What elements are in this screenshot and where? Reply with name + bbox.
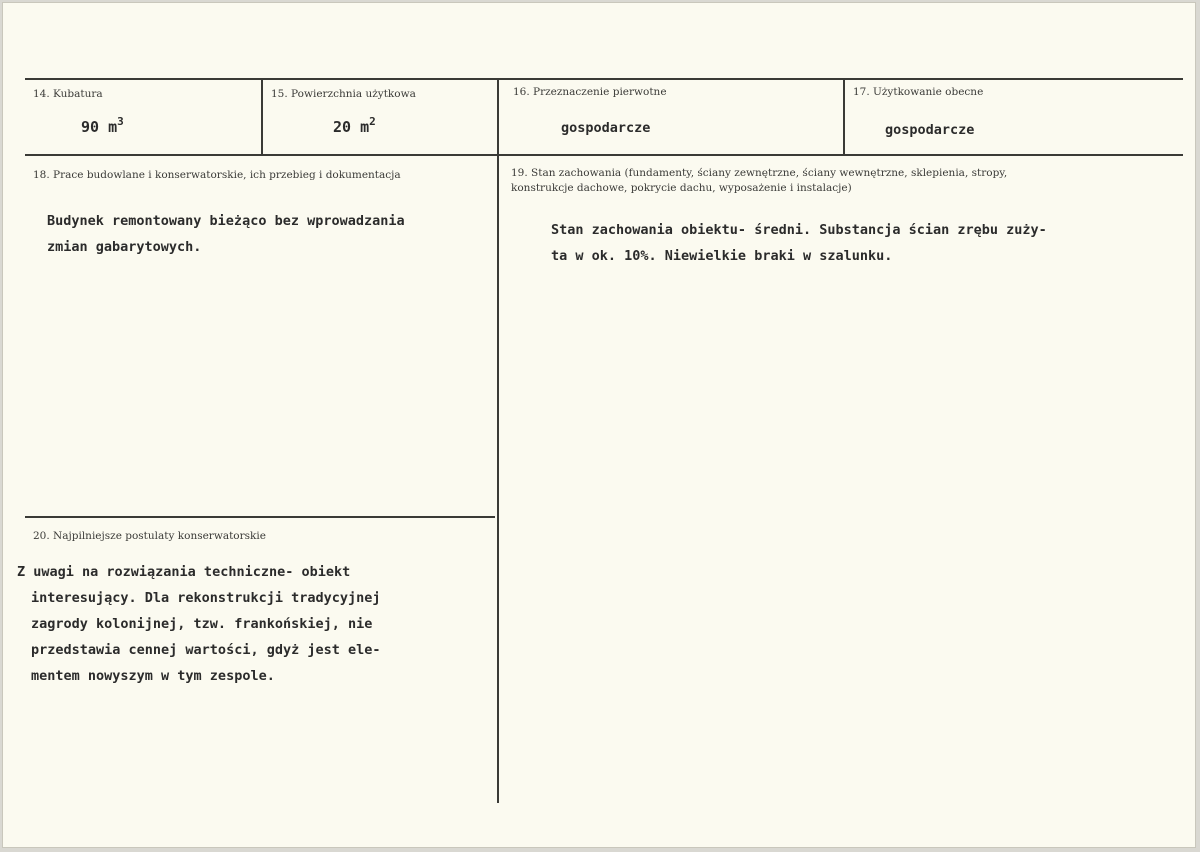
field-uzytkowanie-value: gospodarcze bbox=[885, 122, 975, 138]
field-postulaty-line-5: mentem nowyszym w tym zespole. bbox=[31, 668, 275, 684]
field-postulaty-line-2: interesujący. Dla rekonstrukcji tradycyjnej bbox=[31, 590, 381, 606]
field-powierzchnia-label: 15. Powierzchnia użytkowa bbox=[271, 88, 416, 100]
field-postulaty-line-4: przedstawia cennej wartości, gdyż jest ele- bbox=[31, 642, 381, 658]
col-divider-3 bbox=[843, 79, 845, 155]
field-kubatura-value: 90 $m^3$ bbox=[81, 115, 124, 136]
top-rule bbox=[25, 78, 1183, 80]
field-postulaty-line-1: Z uwagi na rozwiązania techniczne- obiekt bbox=[17, 564, 351, 580]
field-stan-line-2: ta w ok. 10%. Niewielkie braki w szalunku. bbox=[551, 248, 893, 264]
field-przeznaczenie-value: gospodarcze bbox=[561, 120, 651, 136]
field-powierzchnia-value: 20 $m^2$ bbox=[333, 115, 376, 136]
col-divider-2 bbox=[497, 79, 499, 803]
field-kubatura-label: 14. Kubatura bbox=[33, 88, 103, 100]
field-prace-line-1: Budynek remontowany bieżąco bez wprowadzania bbox=[47, 213, 405, 229]
field-przeznaczenie-label: 16. Przeznaczenie pierwotne bbox=[513, 86, 667, 98]
record-card bbox=[2, 2, 1196, 848]
col-divider-1 bbox=[261, 79, 263, 155]
field-stan-label-line-1: 19. Stan zachowania (fundamenty, ściany zewnętrzne, ściany wewnętrzne, sklepienia, stropy, bbox=[511, 167, 1008, 179]
field-stan-label-line-2: konstrukcje dachowe, pokrycie dachu, wyposażenie i instalacje) bbox=[511, 182, 852, 194]
field-prace-label: 18. Prace budowlane i konserwatorskie, ich przebieg i dokumentacja bbox=[33, 169, 401, 181]
field-stan-line-1: Stan zachowania obiektu- średni. Substancja ścian zrębu zuży- bbox=[551, 222, 1047, 238]
row-divider bbox=[25, 154, 1183, 156]
field-postulaty-label: 20. Najpilniejsze postulaty konserwatorskie bbox=[33, 530, 266, 542]
field-uzytkowanie-label: 17. Użytkowanie obecne bbox=[853, 86, 984, 98]
field-prace-line-2: zmian gabarytowych. bbox=[47, 239, 202, 255]
section-20-divider bbox=[25, 516, 495, 518]
field-postulaty-line-3: zagrody kolonijnej, tzw. frankońskiej, nie bbox=[31, 616, 373, 632]
